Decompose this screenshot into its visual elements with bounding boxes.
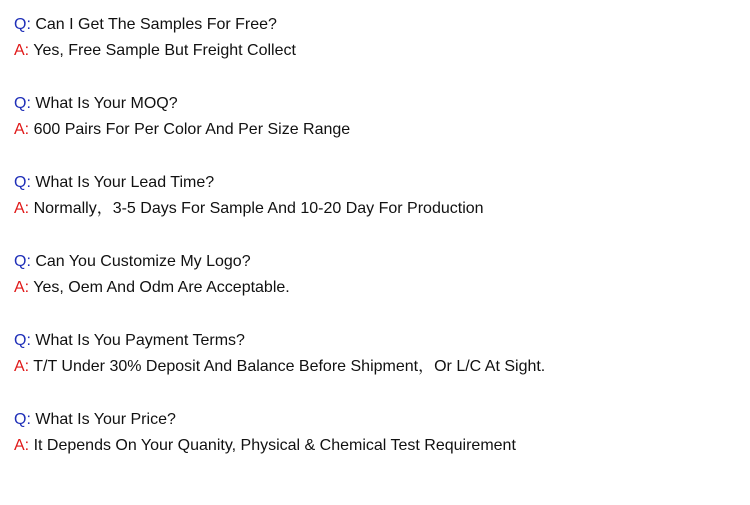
faq-item	[14, 249, 742, 328]
question-text: What Is Your Lead Time?	[35, 174, 215, 191]
faq-item	[14, 91, 742, 170]
question-text: What Is Your Price?	[35, 411, 176, 428]
faq-item	[14, 328, 742, 407]
answer-text: Yes, Free Sample But Freight Collect	[33, 42, 296, 59]
question-line	[14, 91, 742, 117]
answer-line	[14, 117, 742, 143]
answer-line	[14, 354, 742, 380]
question-prefix: Q:	[14, 411, 31, 428]
answer-line	[14, 38, 742, 64]
faq-item	[14, 170, 742, 249]
answer-prefix: A:	[14, 358, 30, 375]
question-text: Can I Get The Samples For Free?	[35, 16, 277, 33]
faq-list	[14, 12, 742, 486]
answer-line	[14, 433, 742, 459]
question-line	[14, 249, 742, 275]
answer-prefix: A:	[14, 200, 30, 217]
question-prefix: Q:	[14, 253, 31, 270]
question-line	[14, 12, 742, 38]
question-line	[14, 170, 742, 196]
answer-line	[14, 275, 742, 301]
question-prefix: Q:	[14, 332, 31, 349]
answer-line	[14, 196, 742, 222]
question-text: What Is Your MOQ?	[35, 95, 178, 112]
answer-text: T/T Under 30% Deposit And Balance Before Shipment，Or L/C At Sight.	[33, 358, 546, 375]
question-prefix: Q:	[14, 16, 31, 33]
question-line	[14, 328, 742, 354]
question-text: What Is You Payment Terms?	[35, 332, 245, 349]
question-prefix: Q:	[14, 174, 31, 191]
answer-prefix: A:	[14, 437, 30, 454]
faq-item	[14, 407, 742, 486]
answer-text: 600 Pairs For Per Color And Per Size Range	[33, 121, 351, 138]
answer-prefix: A:	[14, 121, 30, 138]
answer-prefix: A:	[14, 279, 30, 296]
question-line	[14, 407, 742, 433]
answer-text: Normally，3-5 Days For Sample And 10-20 Day For Production	[33, 200, 484, 217]
question-text: Can You Customize My Logo?	[35, 253, 251, 270]
answer-prefix: A:	[14, 42, 30, 59]
answer-text: It Depends On Your Quanity, Physical & Chemical Test Requirement	[33, 437, 516, 454]
answer-text: Yes, Oem And Odm Are Acceptable.	[33, 279, 290, 296]
question-prefix: Q:	[14, 95, 31, 112]
faq-item	[14, 12, 742, 91]
